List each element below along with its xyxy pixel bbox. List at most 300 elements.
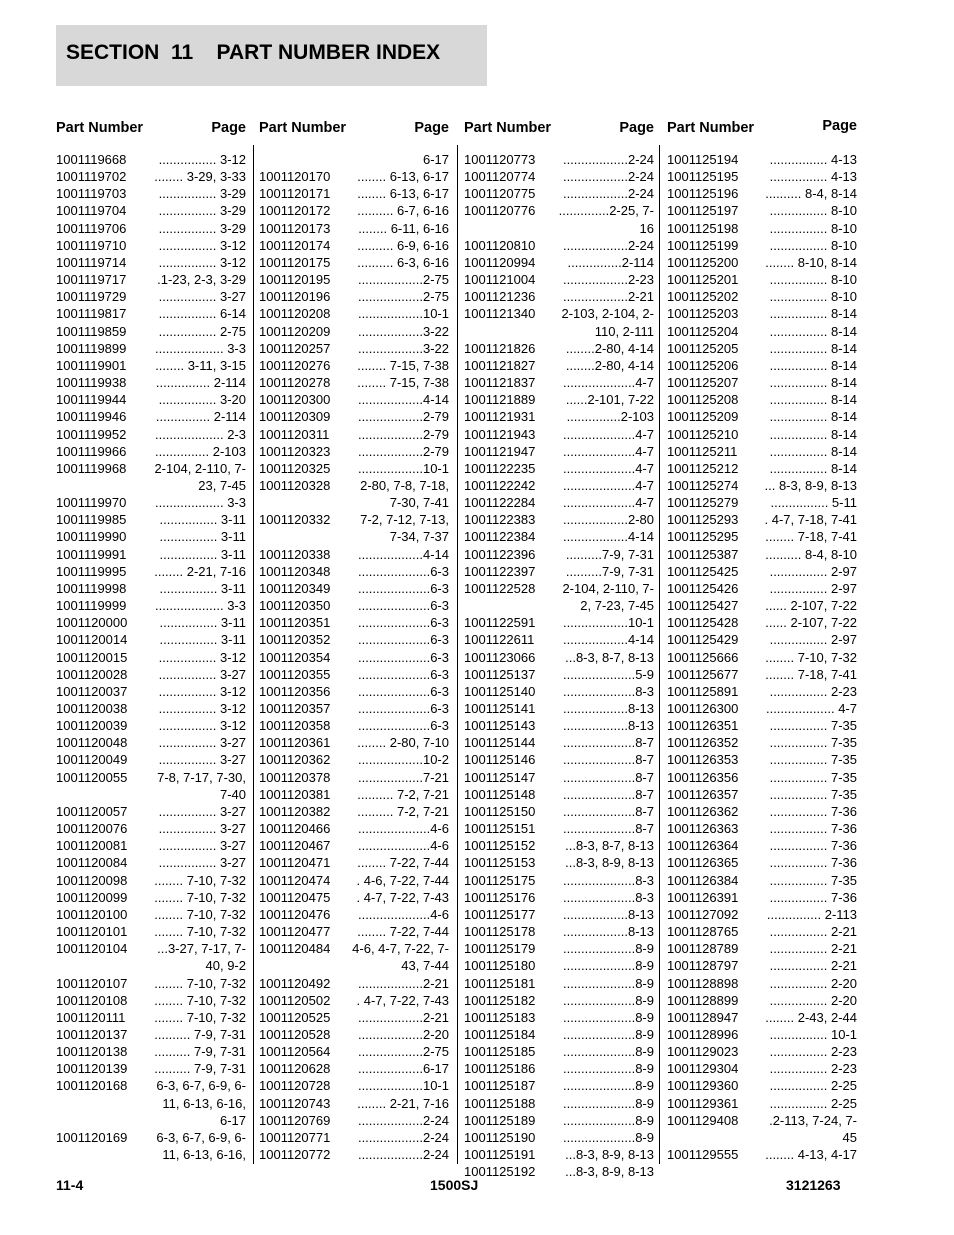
page-reference: ................ 8-14 (769, 306, 857, 322)
page-reference: ..................4-14 (562, 529, 654, 545)
index-entry (259, 700, 449, 717)
part-number: 1001120325 (259, 460, 331, 476)
index-entry (667, 786, 857, 803)
part-number: 1001125195 (667, 169, 739, 185)
page-reference: ................ 3-20 (158, 392, 246, 408)
part-number: 1001119970 (56, 495, 127, 511)
part-number: 1001126352 (667, 735, 739, 751)
index-entry (667, 1026, 857, 1043)
footer-model: 1500SJ (430, 1177, 479, 1193)
index-rows (56, 151, 246, 1163)
page-reference: .......... 7-9, 7-31 (154, 1061, 246, 1077)
part-number: 1001120169 (56, 1129, 128, 1145)
page-reference: .......... 8-4, 8-10 (765, 546, 857, 562)
index-entry (464, 769, 654, 786)
part-number: 1001125293 (667, 512, 739, 528)
index-entry (56, 666, 246, 683)
index-entry (259, 151, 449, 168)
index-entry (259, 426, 449, 443)
index-entry (667, 477, 857, 494)
part-number: 1001120810 (464, 237, 536, 253)
page-reference: ....................5-9 (562, 666, 654, 682)
page-reference: ................ 6-14 (158, 306, 246, 322)
index-entry (667, 443, 857, 460)
page-reference: ................ 3-29 (158, 186, 246, 202)
part-number: 1001120492 (259, 975, 331, 991)
page-reference: ....................4-6 (357, 821, 449, 837)
index-entry (667, 580, 857, 597)
index-entry (56, 220, 246, 237)
part-number: 1001126384 (667, 872, 739, 888)
index-entry (464, 511, 654, 528)
index-entry (56, 168, 246, 185)
index-entry (259, 889, 449, 906)
page-reference: ....................4-6 (357, 838, 449, 854)
page-reference: ........ 7-10, 7-32 (154, 1009, 246, 1025)
part-number: 1001127092 (667, 906, 739, 922)
index-entry (667, 305, 857, 322)
page-reference: ................ 3-27 (158, 666, 246, 682)
page-reference: ........ 7-18, 7-41 (765, 529, 857, 545)
part-number: 1001120774 (464, 169, 536, 185)
index-entry (464, 872, 654, 889)
page-reference: ..............2-25, 7-16 (558, 203, 654, 236)
part-number: 1001120170 (259, 169, 331, 185)
index-entry (464, 391, 654, 408)
index-entry (464, 494, 654, 511)
index-entry (667, 872, 857, 889)
page-reference: ................ 2-97 (769, 632, 857, 648)
index-entry (56, 528, 246, 545)
part-number: 1001120028 (56, 666, 128, 682)
index-entry (56, 374, 246, 391)
page-reference: ..................10-1 (357, 1078, 449, 1094)
part-number: 1001125151 (464, 821, 536, 837)
page-reference: ................ 8-14 (769, 340, 857, 356)
index-entry (56, 340, 246, 357)
part-number: 1001119938 (56, 375, 127, 391)
page-reference: ....................8-3 (562, 683, 654, 699)
page-reference: ........ 2-80, 7-10 (357, 735, 449, 751)
page-reference: ....................8-7 (562, 803, 654, 819)
page-reference: ................ 8-10 (769, 272, 857, 288)
index-entry (667, 185, 857, 202)
page-reference: ..................8-13 (562, 701, 654, 716)
page-reference: ................ 10-1 (769, 1026, 857, 1042)
index-entry (667, 820, 857, 837)
index-entry (667, 769, 857, 786)
part-number: 1001125181 (464, 975, 536, 991)
part-number: 1001120350 (259, 598, 331, 614)
index-entry (259, 1043, 449, 1060)
part-number: 1001120484 (259, 941, 331, 957)
column-header (259, 118, 449, 151)
part-number: 1001125677 (667, 666, 739, 682)
part-number: 1001120354 (259, 649, 331, 665)
index-entry (464, 666, 654, 683)
part-number: 1001120108 (56, 992, 128, 1008)
index-entry (259, 906, 449, 923)
index-entry (667, 288, 857, 305)
part-number: 1001128789 (667, 941, 739, 957)
page-reference: ..................2-24 (357, 1147, 449, 1163)
index-entry (667, 323, 857, 340)
part-number: 1001120358 (259, 718, 331, 734)
part-number: 1001119998 (56, 580, 127, 596)
page-reference: ................ 3-12 (158, 701, 246, 716)
part-number: 1001120352 (259, 632, 331, 648)
part-number: 1001122397 (464, 563, 536, 579)
part-number: 1001119714 (56, 254, 127, 270)
page-reference: ..................2-24 (562, 237, 654, 253)
page-reference: ..................10-2 (357, 752, 449, 768)
part-number: 1001120362 (259, 752, 331, 768)
part-number: 1001125175 (464, 872, 536, 888)
page-reference: ...............2-103 (566, 409, 654, 425)
page-reference: ..................2-79 (357, 426, 449, 442)
part-number: 1001120139 (56, 1061, 128, 1077)
page-reference: ..................2-75 (357, 289, 449, 305)
page-reference: ....................8-9 (562, 941, 654, 957)
index-entry (259, 1129, 449, 1146)
page-reference: ....................8-9 (562, 1061, 654, 1077)
index-entry (667, 202, 857, 219)
part-number: 1001122383 (464, 512, 536, 528)
index-entry (667, 546, 857, 563)
index-entry (56, 271, 246, 288)
index-entry (464, 374, 654, 391)
index-entry (464, 168, 654, 185)
page-reference: ..................10-1 (357, 460, 449, 476)
page-reference: ................ 3-12 (158, 254, 246, 270)
index-entry (667, 923, 857, 940)
page-reference: ........2-80, 4-14 (565, 340, 654, 356)
page-reference: ..................6-17 (357, 1061, 449, 1077)
part-number: 1001125427 (667, 598, 739, 614)
index-entry (667, 408, 857, 425)
index-entry (464, 786, 654, 803)
part-number: 1001120323 (259, 443, 331, 459)
index-entry (667, 1043, 857, 1060)
index-entry (464, 1163, 654, 1180)
page-reference: ........ 7-10, 7-32 (154, 924, 246, 940)
page-reference: ....................8-9 (562, 1044, 654, 1060)
part-number: 1001121943 (464, 426, 536, 442)
part-number: 1001121236 (464, 289, 536, 305)
part-number: 1001120208 (259, 306, 331, 322)
page-reference: ....................6-3 (357, 615, 449, 631)
page-reference: ....................8-7 (562, 786, 654, 802)
page-reference: ....................6-3 (357, 718, 449, 734)
page-reference: ....................4-7 (562, 426, 654, 442)
page-reference: ................ 2-23 (769, 683, 857, 699)
index-entry (667, 340, 857, 357)
column-header (464, 118, 654, 151)
page-reference: ................ 2-20 (769, 992, 857, 1008)
page-header: Page (414, 120, 449, 136)
page-reference: ................ 7-35 (769, 752, 857, 768)
page-reference: ..........7-9, 7-31 (565, 563, 654, 579)
part-number: 1001125185 (464, 1044, 536, 1060)
page-reference: .......... 6-9, 6-16 (357, 237, 449, 253)
part-number: 1001125426 (667, 580, 739, 596)
page-reference: ....................4-7 (562, 375, 654, 391)
page-reference: ................ 7-36 (769, 838, 857, 854)
index-entry (56, 151, 246, 168)
page-reference: ....................8-3 (562, 872, 654, 888)
part-number: 1001120471 (259, 855, 331, 871)
index-entry (667, 751, 857, 768)
page-reference: ................ 3-27 (158, 838, 246, 854)
part-number: 1001125204 (667, 323, 739, 339)
part-number: 1001125197 (667, 203, 739, 219)
page-reference: ........ 7-10, 7-32 (154, 992, 246, 1008)
footer-page-number: 11-4 (56, 1177, 84, 1193)
part-number: 1001125295 (667, 529, 739, 545)
page-reference: ..........7-9, 7-31 (565, 546, 654, 562)
page-reference: ................... 2-3 (154, 426, 246, 442)
part-number: 1001120502 (259, 992, 331, 1008)
index-entry (56, 391, 246, 408)
part-number: 1001125387 (667, 546, 739, 562)
page-reference: ....................8-7 (562, 769, 654, 785)
part-number: 1001120773 (464, 152, 536, 167)
part-number: 1001119999 (56, 598, 127, 614)
part-number: 1001125188 (464, 1095, 536, 1111)
index-rows (464, 151, 654, 1180)
part-number: 1001120769 (259, 1112, 331, 1128)
page-reference: 2-80, 7-8, 7-18, 7-30, 7-41 (360, 477, 449, 511)
part-number-header: Part Number (667, 120, 755, 136)
part-number: 1001120382 (259, 803, 331, 819)
index-entry (464, 460, 654, 477)
section-title: SECTION 11 PART NUMBER INDEX (66, 41, 441, 64)
part-number: 1001125143 (464, 718, 536, 734)
part-number: 1001122591 (464, 615, 536, 631)
part-number: 1001120174 (259, 237, 331, 253)
index-entry (667, 717, 857, 734)
part-number: 1001120100 (56, 906, 128, 922)
index-entry (464, 975, 654, 992)
index-entry (259, 666, 449, 683)
page-reference: ................ 2-21 (769, 941, 857, 957)
part-number: 1001120081 (56, 838, 128, 854)
page-header: Page (211, 120, 246, 136)
index-entry (56, 597, 246, 614)
part-number: 1001120175 (259, 254, 331, 270)
page-reference: ....................8-9 (562, 1026, 654, 1042)
part-number: 1001119968 (56, 460, 127, 476)
page-reference: . 4-7, 7-22, 7-43 (356, 889, 449, 905)
column-divider (659, 145, 660, 1164)
index-entry (259, 580, 449, 597)
page-reference: ..................2-20 (357, 1026, 449, 1042)
part-number: 1001125182 (464, 992, 536, 1008)
index-entry (667, 597, 857, 614)
page-reference: ...8-3, 8-7, 8-13 (565, 649, 654, 665)
part-number: 1001119899 (56, 340, 127, 356)
page-reference: . 4-7, 7-22, 7-43 (356, 992, 449, 1008)
index-entry (667, 975, 857, 992)
index-entry (667, 683, 857, 700)
part-number: 1001119717 (56, 272, 127, 288)
page-reference: ................ 7-35 (769, 872, 857, 888)
part-number: 1001120173 (259, 220, 331, 236)
index-entry (56, 357, 246, 374)
part-number: 1001120099 (56, 889, 128, 905)
index-entry (56, 700, 246, 717)
page-reference: . 4-7, 7-18, 7-41 (764, 512, 857, 528)
index-entry (464, 1095, 654, 1112)
index-entry (56, 683, 246, 700)
index-entry (464, 1043, 654, 1060)
index-entry (259, 837, 449, 854)
page-reference: ........ 7-22, 7-44 (357, 855, 449, 871)
index-entry (56, 837, 246, 854)
index-entry (667, 391, 857, 408)
index-entry (667, 940, 857, 957)
index-entry (56, 288, 246, 305)
part-number: 1001120311 (259, 426, 330, 442)
part-number: 1001125210 (667, 426, 739, 442)
part-number: 1001121947 (464, 443, 536, 459)
page-reference: ....................8-9 (562, 1129, 654, 1145)
page-reference: ................ 7-36 (769, 821, 857, 837)
part-number: 1001122284 (464, 495, 536, 511)
page-reference: 2-104, 2-110, 7- 2, 7-23, 7-45 (562, 580, 654, 614)
part-number: 1001120309 (259, 409, 331, 425)
index-entry (464, 992, 654, 1009)
part-number: 1001120014 (56, 632, 128, 648)
part-number: 1001125194 (667, 152, 739, 167)
page-reference: ................... 3-3 (154, 340, 246, 356)
page-reference: ................ 8-14 (769, 426, 857, 442)
index-entry (259, 614, 449, 631)
part-number: 1001125179 (464, 941, 536, 957)
page-reference: ..................4-14 (562, 632, 654, 648)
index-entry (464, 443, 654, 460)
page-reference: ................ 3-12 (158, 152, 246, 167)
part-number: 1001120775 (464, 186, 536, 202)
part-number: 1001120525 (259, 1009, 331, 1025)
part-number: 1001120476 (259, 906, 331, 922)
page-reference: ....................6-3 (357, 598, 449, 614)
index-entry (464, 940, 654, 957)
part-number: 1001125180 (464, 958, 536, 974)
index-entry (259, 734, 449, 751)
index-entry (56, 717, 246, 734)
part-number: 1001125891 (667, 683, 739, 699)
part-number: 1001119710 (56, 237, 127, 253)
index-entry (56, 975, 246, 992)
page-reference: ................ 8-14 (769, 357, 857, 373)
part-number: 1001120278 (259, 375, 331, 391)
part-number: 1001125152 (464, 838, 536, 854)
page-reference: ................ 3-11 (159, 632, 246, 648)
part-number: 1001120338 (259, 546, 331, 562)
part-number: 1001120015 (56, 649, 128, 665)
part-number: 1001119817 (56, 306, 127, 322)
page-reference: ..................3-22 (357, 340, 449, 356)
part-number: 1001125666 (667, 649, 739, 665)
page-reference: ................ 4-13 (769, 169, 857, 185)
part-number: 1001125141 (464, 701, 536, 716)
page-reference: ....................4-7 (562, 443, 654, 459)
part-number: 1001120474 (259, 872, 331, 888)
page-reference: ....................4-6 (357, 906, 449, 922)
index-entry (667, 992, 857, 1009)
index-entry (667, 563, 857, 580)
page-reference: ..................2-21 (562, 289, 654, 305)
part-number: 1001120195 (259, 272, 331, 288)
part-number: 1001120776 (464, 203, 536, 219)
page-reference: ....................8-7 (562, 821, 654, 837)
index-entry (259, 854, 449, 871)
part-number: 1001119704 (56, 203, 127, 219)
page-reference: ........ 6-11, 6-16 (358, 220, 449, 236)
part-number: 1001122235 (464, 460, 536, 476)
part-number: 1001126356 (667, 769, 739, 785)
index-entry (56, 1077, 246, 1128)
part-number: 1001120171 (259, 186, 331, 202)
index-entry (259, 820, 449, 837)
index-entry (667, 631, 857, 648)
index-entry (667, 700, 857, 717)
page-reference: ....................8-9 (562, 975, 654, 991)
part-number: 1001120328 (259, 477, 331, 493)
part-number: 1001125187 (464, 1078, 536, 1094)
index-entry (464, 563, 654, 580)
index-entry (259, 305, 449, 322)
part-number: 1001119990 (56, 529, 127, 545)
part-number: 1001119703 (56, 186, 127, 202)
page-reference: ....................6-3 (357, 632, 449, 648)
part-number: 1001126357 (667, 786, 739, 802)
part-number: 1001126365 (667, 855, 739, 871)
part-number: 1001120196 (259, 289, 331, 305)
index-entry (56, 1026, 246, 1043)
page-reference: ........ 7-10, 7-32 (154, 975, 246, 991)
index-entry (667, 906, 857, 923)
part-number: 1001125176 (464, 889, 536, 905)
page-header: Page (619, 120, 654, 136)
part-number: 1001120355 (259, 666, 331, 682)
page-reference: .......... 7-9, 7-31 (154, 1044, 246, 1060)
index-entry (464, 1077, 654, 1094)
page-reference: ................ 3-27 (158, 803, 246, 819)
page-reference: ................ 2-25 (769, 1095, 857, 1111)
part-number: 1001128996 (667, 1026, 739, 1042)
page-reference: 2-104, 2-110, 7- 23, 7-45 (154, 460, 246, 493)
index-entry (464, 528, 654, 545)
page-reference: ..................8-13 (562, 924, 654, 940)
page-reference: ..................2-79 (357, 443, 449, 459)
index-entry (667, 1112, 857, 1146)
part-number: 1001120038 (56, 701, 128, 716)
index-entry (56, 631, 246, 648)
index-entry (56, 254, 246, 271)
index-entry (56, 546, 246, 563)
index-entry (259, 1112, 449, 1129)
index-entry (464, 683, 654, 700)
part-number: 1001119952 (56, 426, 127, 442)
index-entry (464, 923, 654, 940)
part-number: 1001125140 (464, 683, 536, 699)
part-number: 1001125183 (464, 1009, 536, 1025)
page-reference: 6-3, 6-7, 6-9, 6- 11, 6-13, 6-16, (156, 1129, 246, 1163)
index-entry (464, 854, 654, 871)
index-entry (56, 1060, 246, 1077)
